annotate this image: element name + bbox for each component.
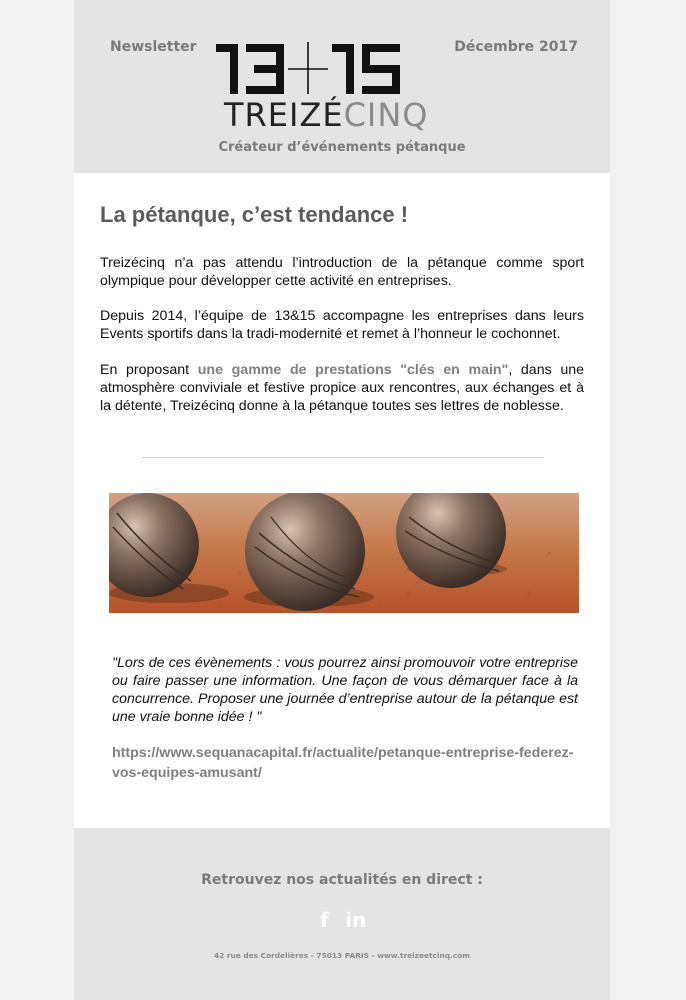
paragraph-offer xyxy=(100,361,584,416)
section-divider xyxy=(142,457,544,458)
petanque-photo-illustration xyxy=(109,493,579,613)
paragraph-intro: Treizécinq n’a pas attendu l’introduction de la pétanque comme sport olympique pour développer cette activité en entreprises. xyxy=(100,255,584,290)
logo-wordmark xyxy=(224,96,444,134)
social-links xyxy=(320,908,378,930)
paragraph-since-2014: Depuis 2014, l’équipe de 13&15 accompagne les entreprises dans leurs Events sportifs dans la tradi-modernité et remet à l’honneur le cochonnet. xyxy=(100,308,584,343)
newsletter-header xyxy=(74,0,610,173)
article-headline: La pétanque, c’est tendance ! xyxy=(100,202,409,227)
newsletter-footer xyxy=(74,828,610,1000)
offer-highlight-link[interactable]: une gamme de prestations "clés en main" xyxy=(197,362,509,378)
logo-word-dark: TREIZÉ xyxy=(224,96,344,134)
source-link[interactable]: https://www.sequanacapital.fr/actualite/petanque-entreprise-federez-vos-equipes-amusant/ xyxy=(112,745,574,781)
logo-word-light: CINQ xyxy=(343,96,429,134)
tagline: Créateur d’événements pétanque xyxy=(218,140,466,155)
petanque-balls-photo xyxy=(109,493,579,613)
quote-block: "Lors de ces évènements : vous pourrez ainsi promouvoir votre entreprise ou faire passer une information. Une façon de vous démarquer face à la concurrence. Proposer une journée d’entreprise autour de la pétanque est une vraie bonne idée ! " xyxy=(112,655,578,725)
issue-date: Décembre 2017 xyxy=(454,39,578,55)
newsletter-label: Newsletter xyxy=(110,39,197,55)
linkedin-icon[interactable]: in xyxy=(345,908,367,932)
facebook-icon[interactable]: f xyxy=(320,908,329,932)
offer-text-end: , dans une atmosphère conviviale et festive propice aux rencontres, aux échanges et à la détente, Treizécinq donne à la pétanque toutes ses lettres de noblesse. xyxy=(100,362,585,415)
logo-digits xyxy=(214,40,434,96)
footer-title: Retrouvez nos actualités en direct : xyxy=(201,872,483,888)
offer-text-start: En proposant xyxy=(100,362,198,378)
footer-address: 42 rue des Cordelières - 75013 PARIS - www.treizeetcinq.com xyxy=(214,951,470,960)
newsletter-card xyxy=(74,0,610,1000)
